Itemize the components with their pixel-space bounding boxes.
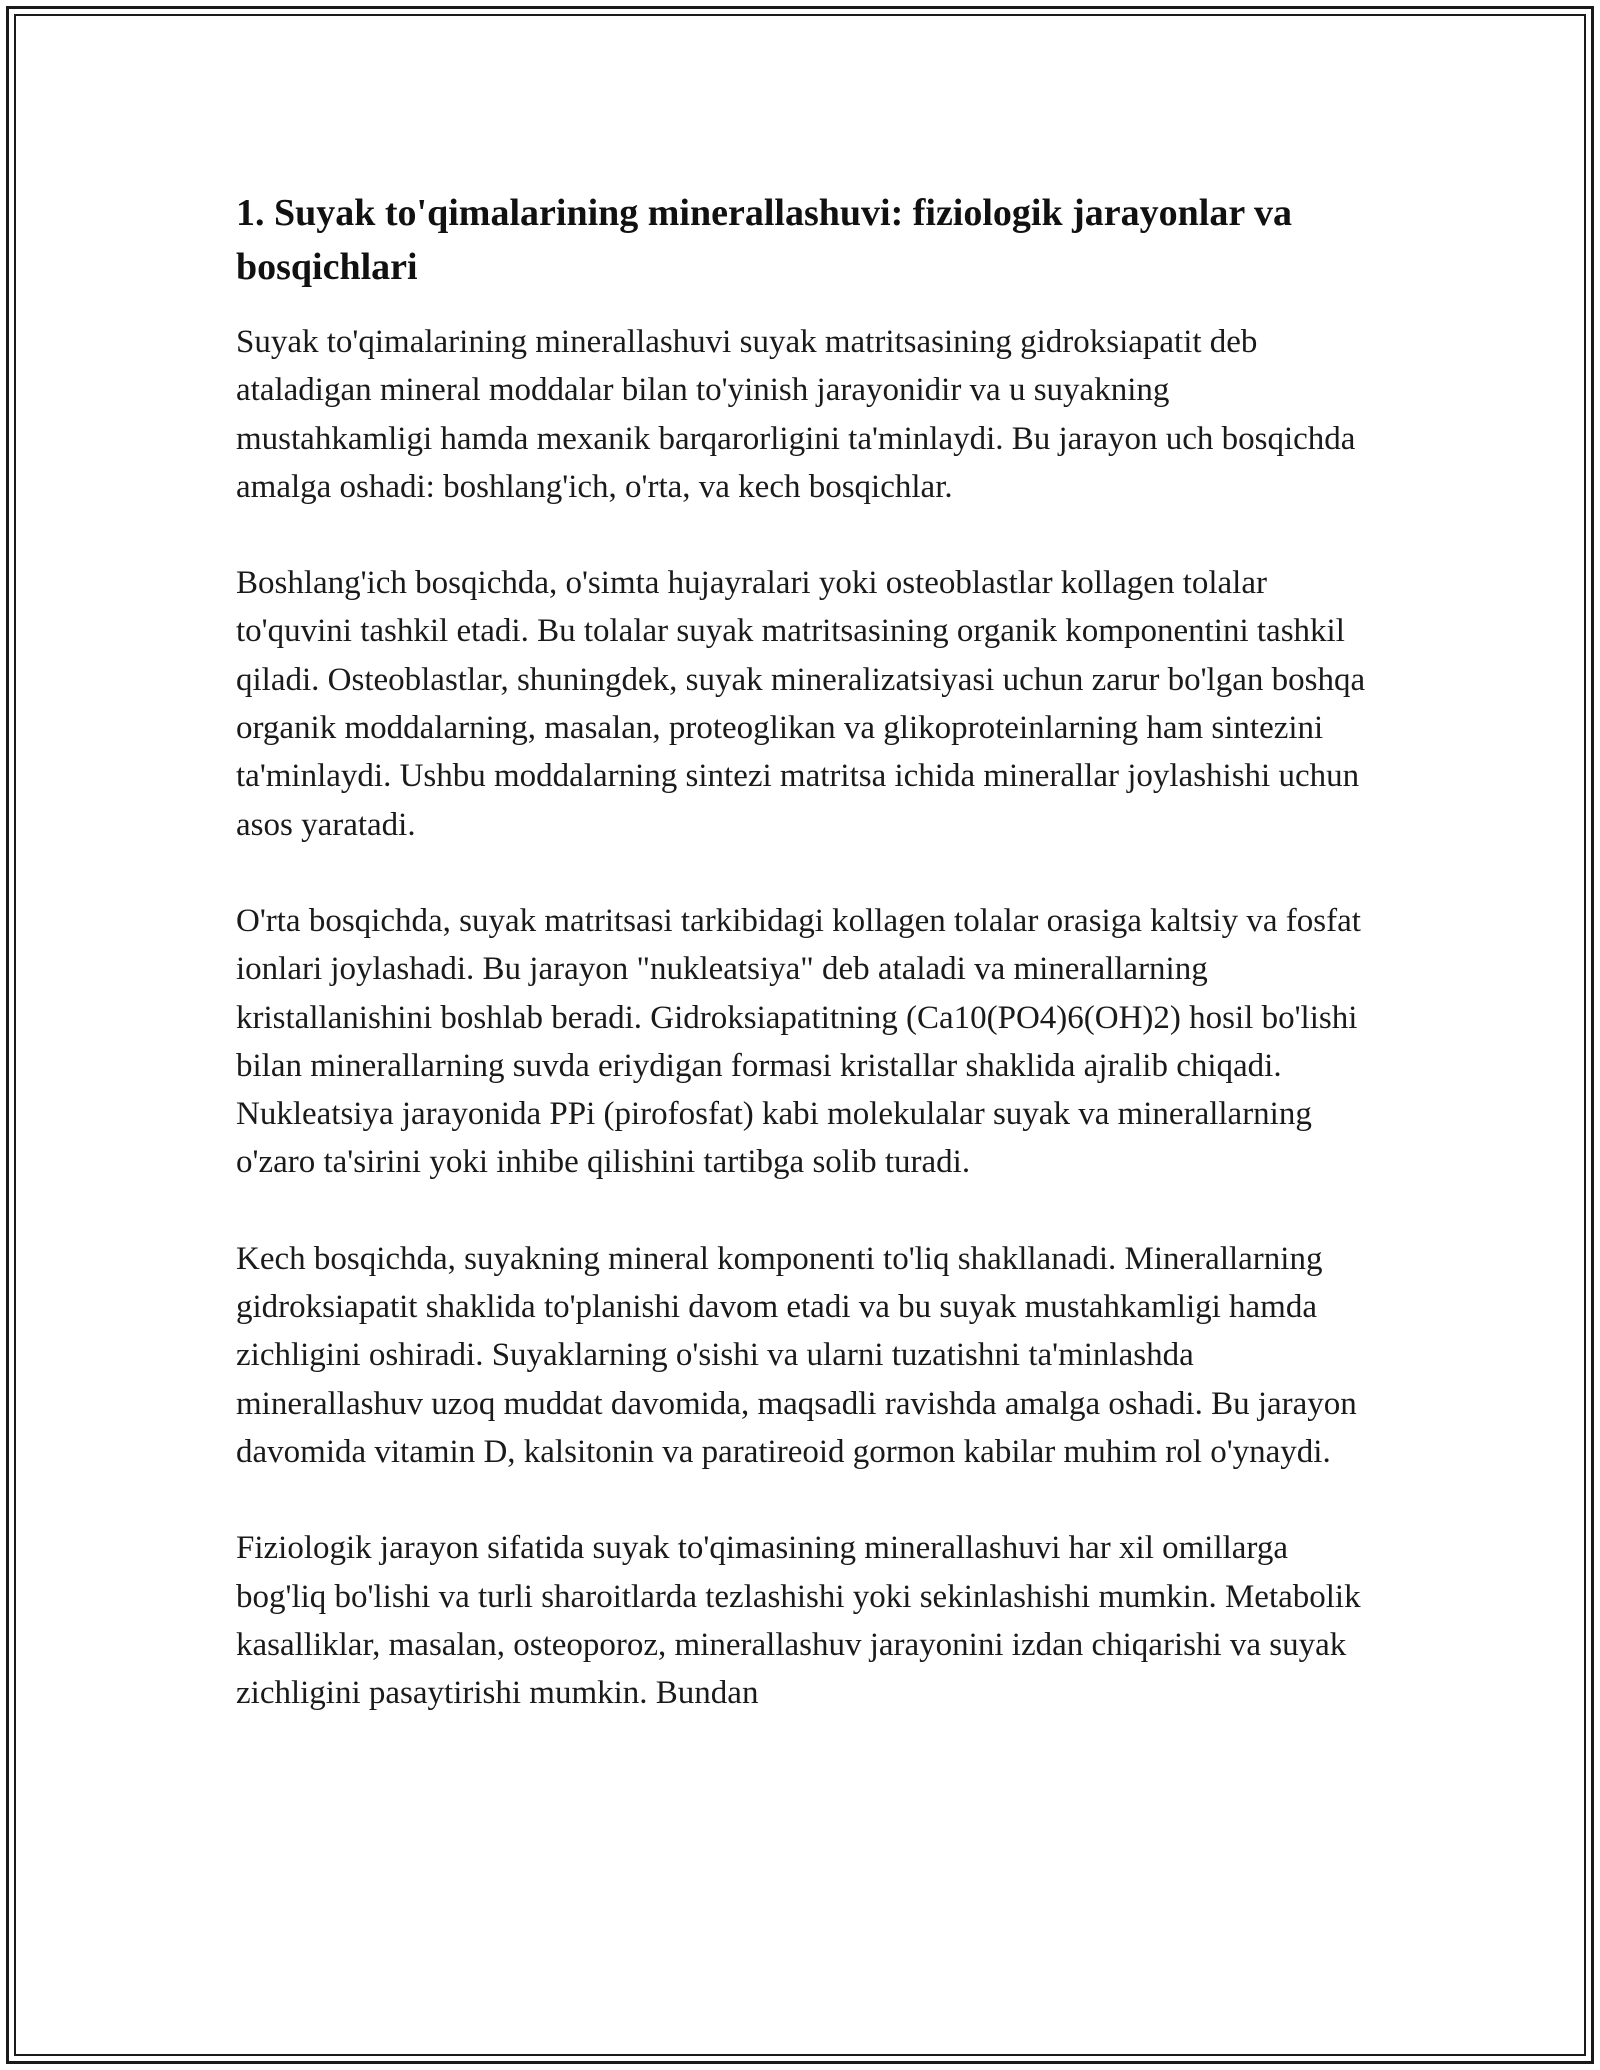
document-body xyxy=(236,186,1366,1765)
paragraph-late-stage: Kech bosqichda, suyakning mineral komponenti to'liq shakllanadi. Minerallarning gidroksiapatit shaklida to'planishi davom etadi va bu suyak mustahkamligi hamda zichligini oshiradi. Suyaklarning o'sishi va ularni tuzatishni ta'minlashda minerallashuv uzoq muddat davomida, maqsadli ravishda amalga oshadi. Bu jarayon davomida vitamin D, kalsitonin va paratireoid gormon kabilar muhim rol o'ynaydi. xyxy=(236,1240,1357,1470)
paragraph-middle-stage: O'rta bosqichda, suyak matritsasi tarkibidagi kollagen tolalar orasiga kaltsiy va fosfat ionlari joylashadi. Bu jarayon "nukleatsiya" deb ataladi va minerallarning kristallanishini boshlab beradi. Gidroksiapatitning (Ca10(PO4)6(OH)2) hosil bo'lishi bilan minerallarning suvda eriydigan formasi kristallar shaklida ajralib chiqadi. Nukleatsiya jarayonida PPi (pirofosfat) kabi molekulalar suyak va minerallarning o'zaro ta'sirini yoki inhibe qilishini tartibga solib turadi. xyxy=(236,902,1361,1181)
section-heading: 1. Suyak to'qimalarining minerallashuvi: fiziologik jarayonlar va bosqichlari xyxy=(236,192,1293,288)
paragraph-physiological-factors: Fiziologik jarayon sifatida suyak to'qimasining minerallashuvi har xil omillarga bog'liq bo'lishi va turli sharoitlarda tezlashishi yoki sekinlashishi mumkin. Metabolik kasalliklar, masalan, osteoporoz, minerallashuv jarayonini izdan chiqarishi va suyak zichligini pasaytirishi mumkin. Bundan xyxy=(236,1530,1361,1712)
paragraph-initial-stage: Boshlang'ich bosqichda, o'simta hujayralari yoki osteoblastlar kollagen tolalar to'quvini tashkil etadi. Bu tolalar suyak matritsasining organik komponentini tashkil qiladi. Osteoblastlar, shuningdek, suyak mineralizatsiyasi uchun zarur bo'lgan boshqa organik moddalarning, masalan, proteoglikan va glikoproteinlarning ham sintezini ta'minlaydi. Ushbu moddalarning sintezi matritsa ichida minerallar joylashishi uchun asos yaratadi. xyxy=(236,565,1366,843)
paragraph-intro: Suyak to'qimalarining minerallashuvi suyak matritsasining gidroksiapatit deb ataladigan mineral moddalar bilan to'yinish jarayonidir va u suyakning mustahkamligi hamda mexanik barqarorligini ta'minlaydi. Bu jarayon uch bosqichda amalga oshadi: boshlang'ich, o'rta, va kech bosqichlar. xyxy=(236,324,1356,505)
